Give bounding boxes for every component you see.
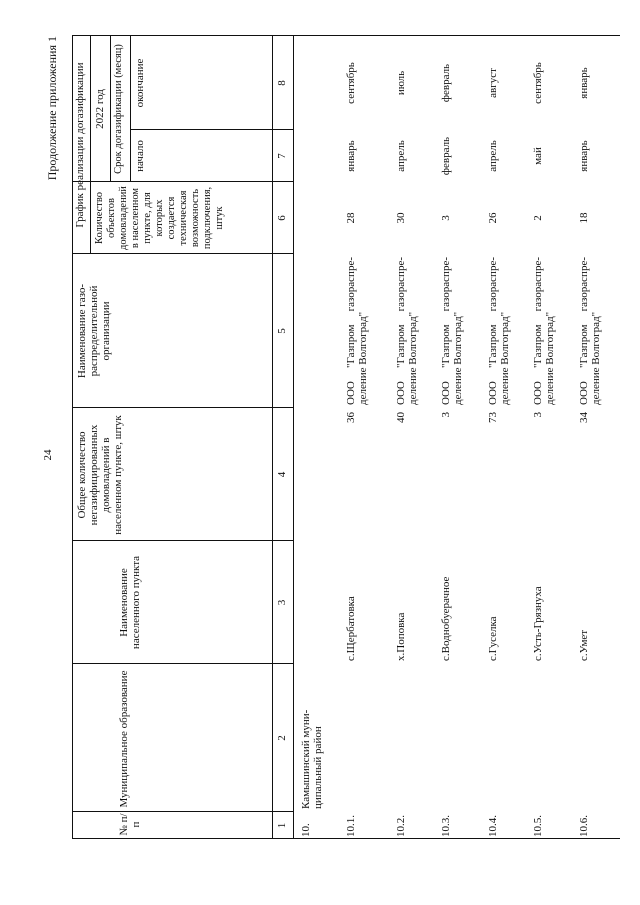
- column-divider-6: [72, 181, 293, 182]
- start-end-divider: [130, 129, 293, 130]
- year-divider: [110, 36, 111, 182]
- row-6-total: 34: [578, 412, 590, 423]
- row-2-count: 30: [395, 212, 407, 224]
- row-3-num: 10.3.: [440, 815, 452, 837]
- row-1-total: 36: [345, 412, 357, 423]
- column-number-1: 1: [276, 822, 288, 829]
- row-6-num: 10.6.: [578, 815, 590, 837]
- row-5-start: май: [532, 147, 544, 165]
- row-5-end: сентябрь: [532, 62, 544, 104]
- row-6-start: январь: [578, 140, 590, 172]
- row-2-organization: ООО "Газпром газораспре-деление Волгоград": [395, 257, 419, 405]
- row-3-start: февраль: [440, 136, 452, 176]
- row-4-organization: ООО "Газпром газораспре-деление Волгоград": [487, 257, 511, 405]
- column-divider-3: [72, 540, 293, 541]
- column-divider-1: [72, 811, 293, 812]
- column-number-8: 8: [276, 80, 288, 86]
- schedule-group-divider: [90, 36, 91, 254]
- row-3-settlement: с.Воднобуерачное: [440, 576, 452, 661]
- row-4-count: 26: [487, 212, 499, 224]
- row-3-end: февраль: [440, 63, 452, 103]
- column-header-total: Общее количество негазифицированных домовладений в населенном пункте, штук: [76, 415, 124, 535]
- row-2-start: апрель: [395, 140, 407, 172]
- column-number-5: 5: [276, 328, 288, 334]
- row-6-count: 18: [578, 212, 590, 224]
- row-6-end: январь: [578, 67, 590, 99]
- row-1-count: 28: [345, 212, 357, 224]
- row-3-organization: ООО "Газпром газораспре-деление Волгоград": [440, 257, 464, 405]
- row-2-settlement: х.Поповка: [395, 612, 407, 661]
- column-divider-7: [72, 35, 620, 36]
- row-4-end: август: [487, 68, 499, 98]
- column-number-6: 6: [276, 215, 288, 221]
- column-header-municipality: Муниципальное образование: [118, 670, 130, 808]
- column-number-4: 4: [276, 471, 288, 478]
- row-1-settlement: с.Щербатовка: [345, 596, 357, 661]
- column-header-settlement: Наименование населенного пункта: [118, 555, 142, 650]
- column-divider-0: [72, 838, 620, 839]
- row-4-total: 73: [487, 412, 499, 423]
- column-number-7: 7: [276, 153, 288, 159]
- column-header-organization: Наименование газо-распределительной организации: [76, 283, 112, 379]
- row-4-start: апрель: [487, 140, 499, 172]
- row-5-count: 2: [532, 215, 544, 221]
- table-top-border: [72, 36, 73, 839]
- page-number: 24: [42, 449, 54, 461]
- column-header-count: Количество объектов домовладений в населенном пункте, для которых создается техническая возможность подключения, штук: [94, 186, 225, 250]
- continuation-label: Продолжение приложения 1: [45, 36, 59, 181]
- row-1-end: сентябрь: [345, 62, 357, 104]
- row-3-total: 3: [440, 412, 452, 418]
- row-5-organization: ООО "Газпром газораспре-деление Волгоград": [532, 257, 556, 405]
- row-5-settlement: с.Усть-Грязнуха: [532, 586, 544, 661]
- row-1-num: 10.1.: [345, 815, 357, 837]
- header-bottom-border: [272, 36, 273, 839]
- year-header: 2022 год: [94, 89, 106, 129]
- column-header-end: окончание: [134, 58, 146, 108]
- column-divider-5: [72, 253, 293, 254]
- row-1-organization: ООО "Газпром газораспре-деление Волгоград": [345, 257, 369, 405]
- row-1-start: январь: [345, 140, 357, 172]
- column-divider-2: [72, 663, 293, 664]
- row-5-num: 10.5.: [532, 815, 544, 837]
- term-divider: [130, 36, 131, 182]
- term-header: Срок догазификации (месяц): [113, 44, 124, 174]
- row-4-settlement: с.Гуселка: [487, 616, 499, 661]
- group-header: График реализации догазификации: [74, 62, 86, 228]
- column-header-num: № п/п: [118, 813, 142, 836]
- row-6-settlement: с.Умет: [578, 629, 590, 661]
- row-6-organization: ООО "Газпром газораспре-деление Волгоград": [578, 257, 602, 405]
- district-name: Камышинский муни-ципальный район: [300, 709, 324, 809]
- row-2-total: 40: [395, 412, 407, 423]
- row-5-total: 3: [532, 412, 544, 418]
- district-num: 10.: [300, 823, 312, 837]
- column-number-border: [293, 36, 294, 839]
- column-divider-4: [72, 407, 293, 408]
- column-number-3: 3: [276, 599, 288, 606]
- row-4-num: 10.4.: [487, 815, 499, 837]
- column-number-2: 2: [276, 735, 288, 741]
- row-2-end: июль: [395, 70, 407, 96]
- column-header-start: начало: [134, 140, 146, 172]
- row-3-count: 3: [440, 215, 452, 221]
- row-2-num: 10.2.: [395, 815, 407, 837]
